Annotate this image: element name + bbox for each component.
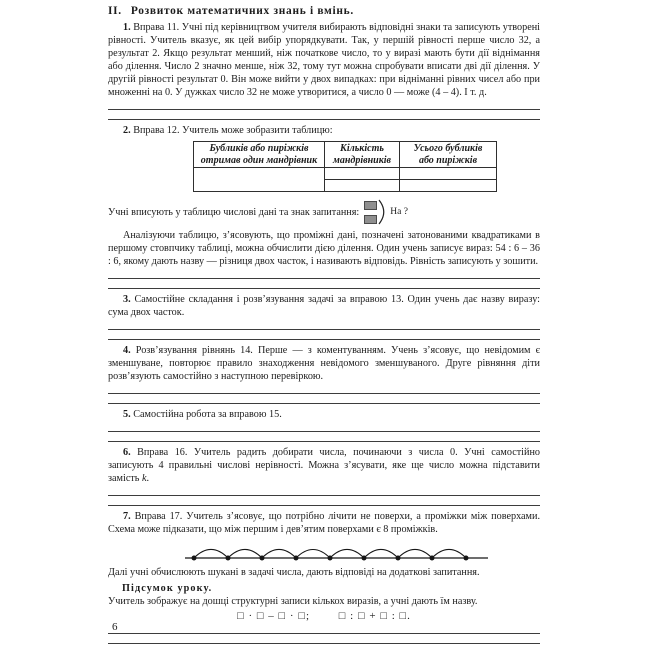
item-2-paragraph bbox=[108, 124, 540, 137]
item-5-number: 5. bbox=[123, 409, 131, 420]
item-4-paragraph bbox=[108, 344, 540, 383]
table-empty-cell bbox=[400, 168, 497, 180]
table-header-cell-1: Бубликів або пиріжків отримав один мандрівник bbox=[194, 142, 325, 168]
answer-line bbox=[108, 278, 540, 279]
answer-line bbox=[108, 403, 540, 404]
table-header-cell-2: Кількість мандрівників bbox=[325, 142, 400, 168]
answer-lines-group-6 bbox=[108, 495, 540, 507]
answer-line bbox=[108, 431, 540, 432]
item-2-text: Вправа 12. Учитель може зобразити таблицю: bbox=[133, 125, 333, 136]
answer-lines-group-4 bbox=[108, 393, 540, 405]
item-3-number: 3. bbox=[123, 294, 131, 305]
item-5-text: Самостійна робота за вправою 15. bbox=[133, 409, 282, 420]
item-7-paragraph bbox=[108, 510, 540, 536]
item-6-text-suffix: . bbox=[146, 473, 150, 484]
answer-lines-group-3 bbox=[108, 329, 540, 341]
analysis-paragraph: Аналізуючи таблицю, з’ясовують, що проміжні дані, позначені затонованими квадратиками в першому стовпчику таблиці, можна обчислити дією ділення. Один учень записує вираз: 54 : 6 – 36 : 6, якому дають назву — різниця двох часток, і називають відповідь. Рівність записують у зошити. bbox=[108, 230, 540, 267]
answer-lines-group-7 bbox=[108, 633, 540, 650]
item-4-text: Розв’язування рівнянь 14. Перше — з коментуванням. Учень з’ясовує, що невідомим є зменшуване, повторює правило знаходження невідомого зменшуваного. Друге рівняння діти розв’язують самостійно з наступною перевіркою. bbox=[108, 345, 541, 382]
question-brace-graphic bbox=[364, 199, 408, 225]
shaded-square-icon bbox=[364, 215, 377, 224]
item-2-number: 2. bbox=[123, 125, 131, 136]
table-empty-cell bbox=[194, 168, 325, 192]
item-3-paragraph bbox=[108, 293, 540, 319]
table-header-row bbox=[194, 142, 497, 168]
answer-lines-group-2 bbox=[108, 278, 540, 290]
exercise-table bbox=[193, 141, 497, 192]
answer-line bbox=[108, 505, 540, 506]
item-1-paragraph bbox=[108, 21, 540, 99]
expression-2: □ : □ + □ : □. bbox=[338, 610, 411, 622]
item-6-text: Вправа 16. Учитель радить добирати числа, починаючи з числа 0. Учні самостійно записують 4 правильні числові нерівності. Можна з’ясувати, яке ще число можна підставити замість bbox=[108, 447, 541, 484]
table-empty-cell bbox=[325, 180, 400, 192]
item-6-variable: k bbox=[142, 473, 147, 484]
item-4-number: 4. bbox=[123, 345, 131, 356]
answer-lines-group-1 bbox=[108, 109, 540, 121]
answer-line bbox=[108, 393, 540, 394]
after-schema-paragraph: Далі учні обчислюють шукані в задачі числа, дають відповіді на додаткові запитання. bbox=[108, 567, 480, 578]
answer-line bbox=[108, 339, 540, 340]
expression-1: □ · □ – □ · □; bbox=[237, 610, 311, 622]
section-title: Розвиток математичних знань і вмінь. bbox=[130, 5, 354, 17]
answer-lines-group-5 bbox=[108, 431, 540, 443]
summary-heading: Підсумок уроку. bbox=[122, 583, 213, 594]
shaded-squares bbox=[364, 201, 377, 224]
item-3-text: Самостійне складання і розв’язування задачі за вправою 13. Один учень дає назву виразу: сума двох часток. bbox=[108, 294, 540, 318]
structural-expressions bbox=[108, 610, 540, 623]
item-1-number: 1. bbox=[123, 22, 131, 33]
answer-line bbox=[108, 643, 540, 644]
item-5-paragraph bbox=[108, 408, 540, 421]
table-header-cell-3: Усього бубликів або пиріжків bbox=[400, 142, 497, 168]
answer-line bbox=[108, 119, 540, 120]
brace-label: На ? bbox=[390, 206, 408, 217]
summary-text: Учитель зображує на дошці структурні записи кількох виразів, а учні дають їм назву. bbox=[108, 596, 478, 607]
answer-line bbox=[108, 495, 540, 496]
fill-note-row bbox=[108, 199, 540, 225]
interval-schema-svg bbox=[185, 541, 495, 565]
page-number: 6 bbox=[112, 621, 118, 633]
item-1-text: Вправа 11. Учні під керівництвом учителя вибирають відповідні знаки та записують утворені рівності. Учитель вказує, як цей вибір упорядкувати. Так, у першій рівності перше число 32, а результат 2. Якщо результат менший, ніж початкове число, то у виразі мають бути дії віднімання або ділення. Число 2 значно менше, ніж 32, тому тут можна спробувати вписати дві дії ділення. У другій рівності результат 0. Він може вийти у двох випадках: при відніманні рівних чисел або при множенні на 0. У дужках число 32 не може утворитися, а число 0 — може (4 – 4). І т. д. bbox=[108, 22, 541, 98]
table-empty-cell bbox=[400, 180, 497, 192]
brace-icon bbox=[378, 199, 389, 225]
table-row bbox=[194, 168, 497, 180]
item-7-text: Вправа 17. Учитель з’ясовує, що потрібно лічити не поверхи, а проміжки між поверхами. Схема може підказати, що між першим і дев’ятим поверхами є 8 проміжків. bbox=[108, 511, 540, 535]
table-empty-cell bbox=[325, 168, 400, 180]
item-6-number: 6. bbox=[123, 447, 131, 458]
answer-line bbox=[108, 441, 540, 442]
answer-line bbox=[108, 329, 540, 330]
interval-schema bbox=[185, 541, 540, 565]
answer-line bbox=[108, 288, 540, 289]
shaded-square-icon bbox=[364, 201, 377, 210]
item-7-number: 7. bbox=[123, 511, 131, 522]
section-numeral: II. bbox=[108, 5, 122, 17]
section-heading bbox=[108, 5, 540, 18]
answer-line bbox=[108, 633, 540, 634]
fill-note-text: Учні вписують у таблицю числові дані та знак запитання: bbox=[108, 206, 360, 218]
item-6-paragraph bbox=[108, 446, 540, 485]
answer-line bbox=[108, 109, 540, 110]
